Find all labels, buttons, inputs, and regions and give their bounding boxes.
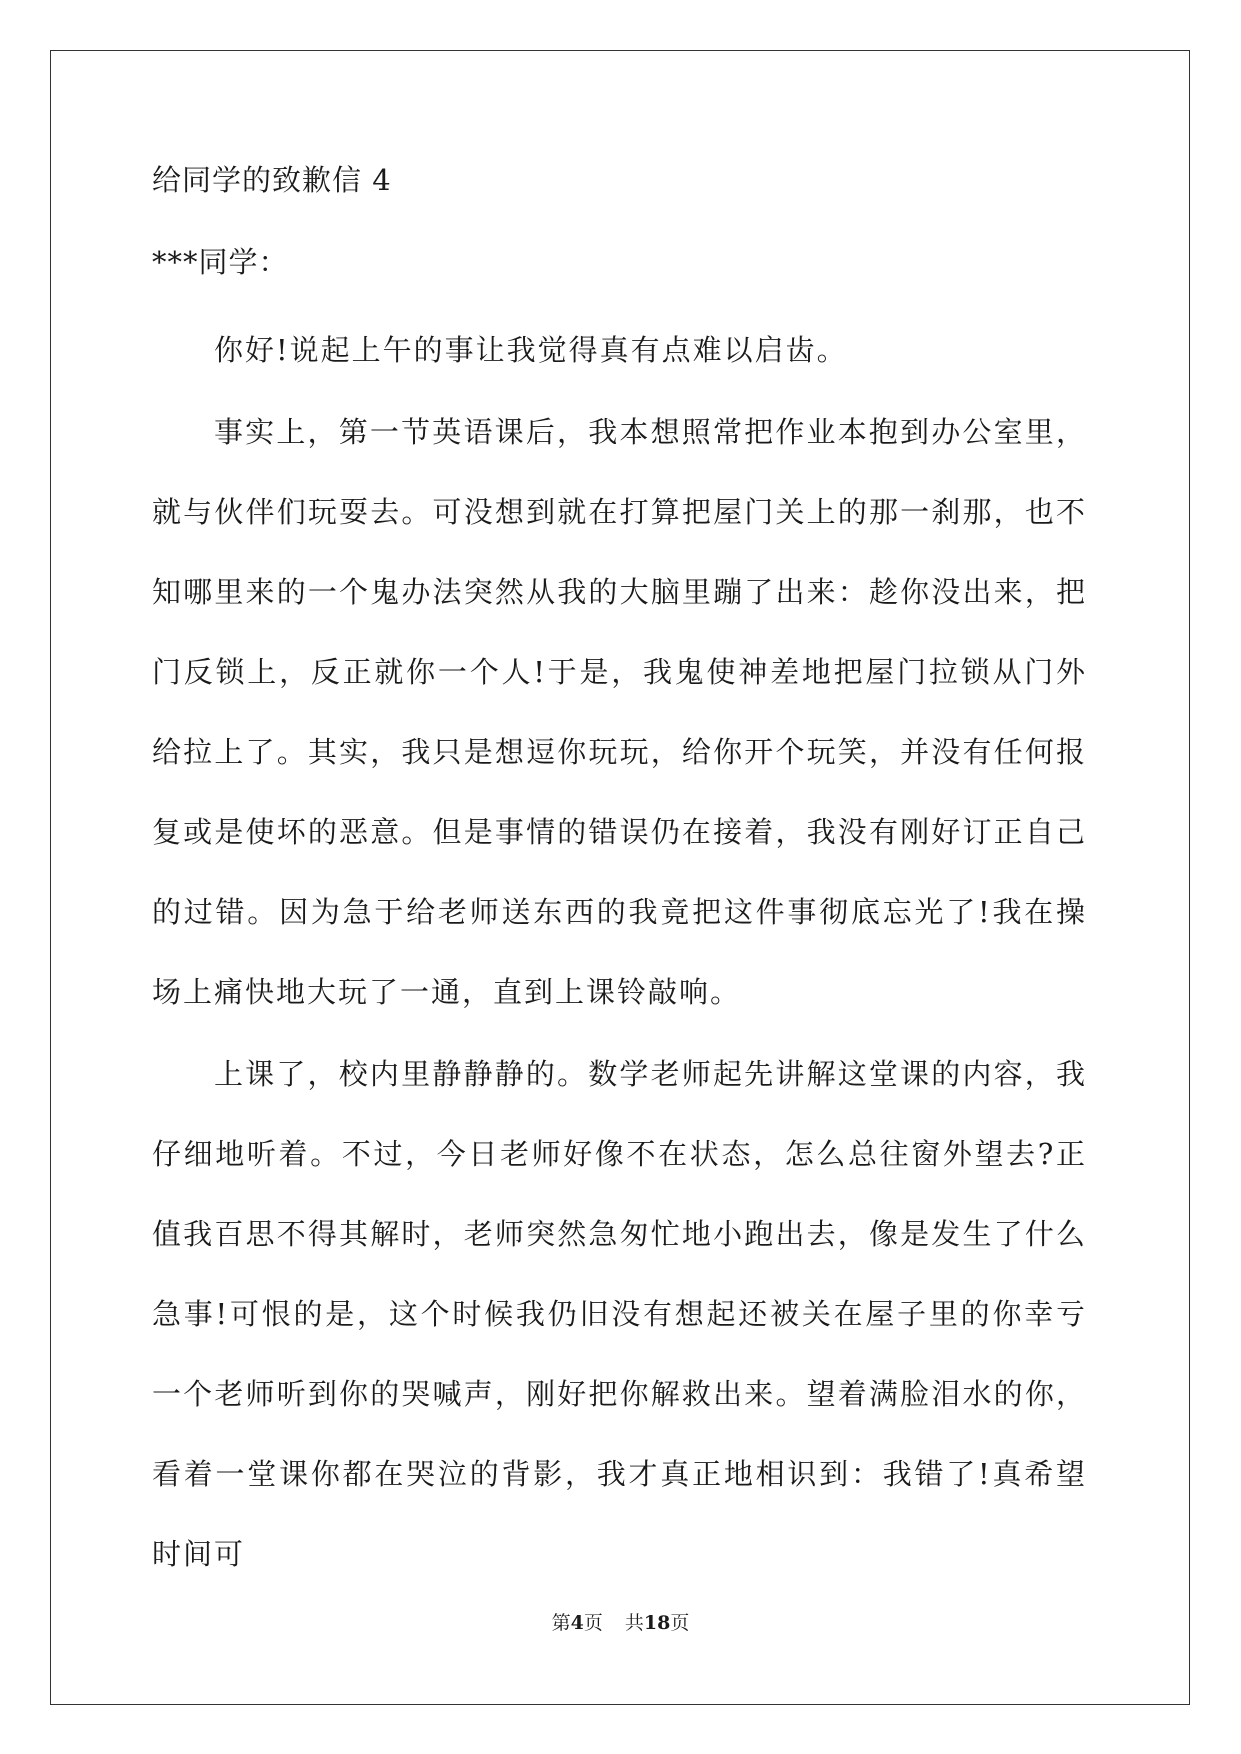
paragraph-class: 上课了，校内里静静静的。数学老师起先讲解这堂课的内容，我仔细地听着。不过，今日老师好像不在状态，怎么总往窗外望去?正值我百思不得其解时，老师突然急匆忙地小跑出去，像是发生了什么急事!可恨的是，这个时候我仍旧没有想起还被关在屋子里的你幸亏一个老师听到你的哭喊声，刚好把你解救出来。望着满脸泪水的你，看着一堂课你都在哭泣的背影，我才真正地相识到：我错了!真希望时间可 [152,1057,1087,1571]
document-body [152,160,1087,1596]
footer-total-pages: 18 [643,1612,671,1634]
paragraph-greeting: 你好!说起上午的事让我觉得真有点难以启齿。 [214,333,848,367]
footer-page-suffix: 页 [583,1612,603,1634]
footer-page-number: 4 [570,1612,584,1634]
footer-prefix: 第 [551,1612,571,1634]
footer-total-prefix: 共 [624,1612,644,1634]
document-title: 给同学的致歉信 4 [152,163,392,197]
salutation: ***同学： [152,245,289,279]
page-footer [0,1608,1241,1635]
paragraph-incident: 事实上，第一节英语课后，我本想照常把作业本抱到办公室里，就与伙伴们玩耍去。可没想到就在打算把屋门关上的那一刹那，也不知哪里来的一个鬼办法突然从我的大脑里蹦了出来：趁你没出来，把门反锁上，反正就你一个人!于是，我鬼使神差地把屋门拉锁从门外给拉上了。其实，我只是想逗你玩玩，给你开个玩笑，并没有任何报复或是使坏的恶意。但是事情的错误仍在接着，我没有刚好订正自己的过错。因为急于给老师送东西的我竟把这件事彻底忘光了!我在操场上痛快地大玩了一通，直到上课铃敲响。 [152,415,1087,1009]
footer-total-suffix: 页 [670,1612,690,1634]
